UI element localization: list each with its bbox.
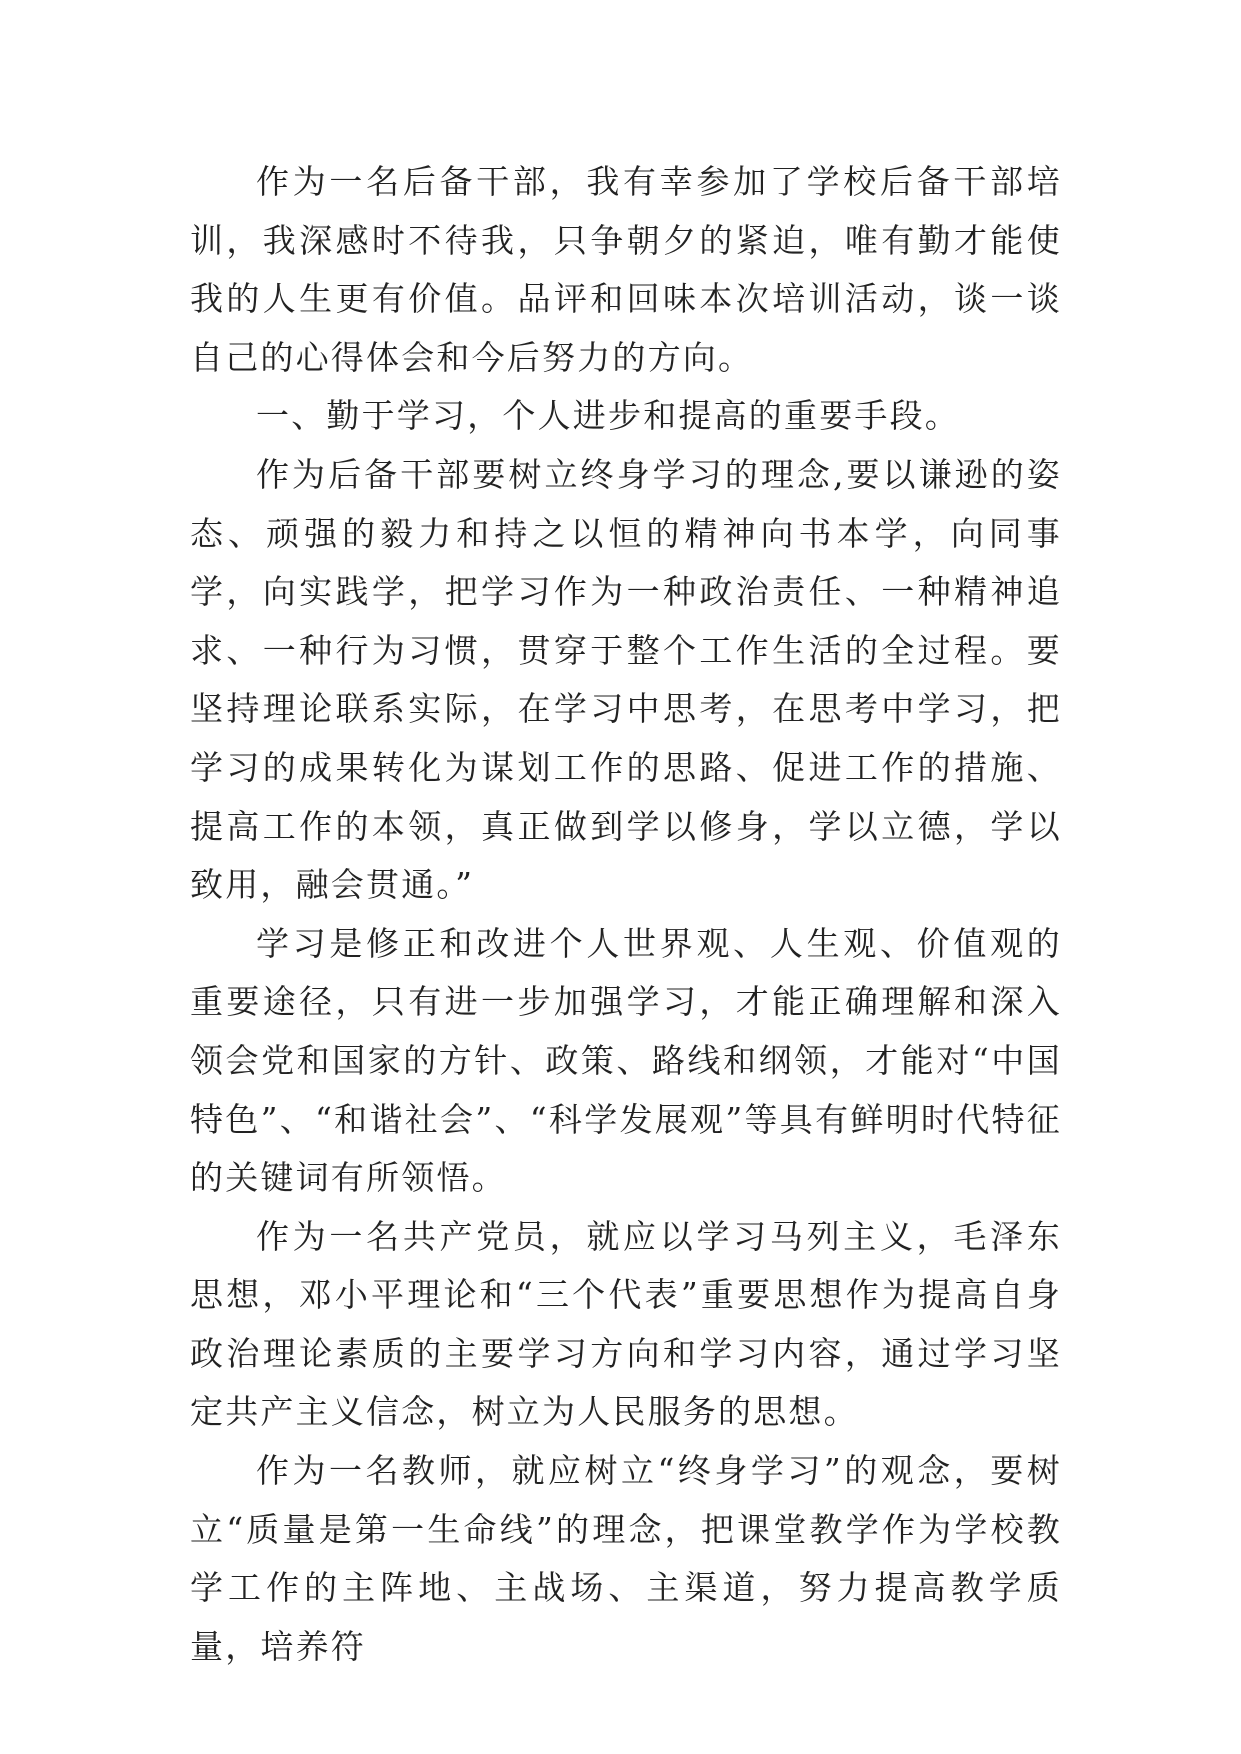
- paragraph-worldview: 学习是修正和改进个人世界观、人生观、价值观的重要途径，只有进一步加强学习，才能正确理解和深入领会党和国家的方针、政策、路线和纲领，才能对“中国特色”、“和谐社会”、“科学发展观”等具有鲜明时代特征的关键词有所领悟。: [190, 923, 1062, 1198]
- section-heading-1: 一、勤于学习，个人进步和提高的重要手段。: [256, 396, 960, 436]
- paragraph-intro: 作为一名后备干部，我有幸参加了学校后备干部培训，我深感时不待我，只争朝夕的紧迫，唯有勤才能使我的人生更有价值。品评和回味本次培训活动，谈一谈自己的心得体会和今后努力的方向。: [190, 162, 1062, 377]
- paragraph-party-member: 作为一名共产党员，就应以学习马列主义，毛泽东思想，邓小平理论和“三个代表”重要思想作为提高自身政治理论素质的主要学习方向和学习内容，通过学习坚定共产主义信念，树立为人民服务的思想。: [190, 1216, 1062, 1432]
- document-body: [190, 153, 1062, 1676]
- paragraph-teacher: 作为一名教师，就应树立“终身学习”的观念，要树立“质量是第一生命线”的理念，把课堂教学作为学校教学工作的主阵地、主战场、主渠道，努力提高教学质量，培养符: [190, 1451, 1062, 1666]
- paragraph-lifelong-learning: 作为后备干部要树立终身学习的理念,要以谦逊的姿态、顽强的毅力和持之以恒的精神向书本学，向同事学，向实践学，把学习作为一种政治责任、一种精神追求、一种行为习惯，贯穿于整个工作生活的全过程。要坚持理论联系实际，在学习中思考，在思考中学习，把学习的成果转化为谋划工作的思路、促进工作的措施、提高工作的本领，真正做到学以修身，学以立德，学以致用，融会贯通。”: [190, 454, 1062, 905]
